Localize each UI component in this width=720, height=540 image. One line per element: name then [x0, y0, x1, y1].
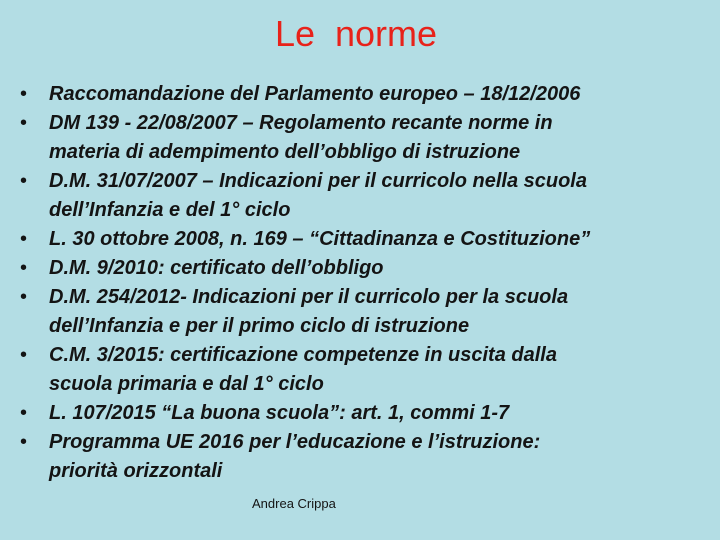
- bullet-item: [20, 254, 710, 283]
- bullet-text: D.M. 9/2010: certificato dell’obbligo: [49, 257, 384, 279]
- bullet-dot-icon: •: [20, 112, 28, 134]
- bullet-item: [20, 399, 710, 428]
- bullet-text: D.M. 31/07/2007 – Indicazioni per il curricolo nella scuola dell’Infanzia e del 1° ciclo: [49, 170, 587, 221]
- bullet-text: DM 139 - 22/08/2007 – Regolamento recante norme in materia di adempimento dell’obbligo di istruzione: [49, 112, 553, 163]
- bullet-text: C.M. 3/2015: certificazione competenze in uscita dalla scuola primaria e dal 1° ciclo: [49, 344, 557, 395]
- bullet-item: [20, 109, 710, 167]
- slide-title: Le norme: [274, 13, 438, 54]
- bullet-dot-icon: •: [20, 170, 28, 192]
- bullet-dot-icon: •: [20, 402, 28, 424]
- bullet-text: Raccomandazione del Parlamento europeo – 18/12/2006: [49, 83, 581, 105]
- bullet-text: L. 107/2015 “La buona scuola”: art. 1, commi 1-7: [49, 402, 510, 424]
- bullet-item: [20, 167, 710, 225]
- bullet-item: [20, 225, 710, 254]
- bullet-item: [20, 80, 710, 109]
- bullet-text: D.M. 254/2012- Indicazioni per il curricolo per la scuola dell’Infanzia e per il primo ciclo di istruzione: [49, 286, 569, 337]
- bullet-item: [20, 341, 710, 399]
- bullet-item: [20, 283, 710, 341]
- bullet-item: [20, 428, 710, 486]
- bullet-dot-icon: •: [20, 431, 28, 453]
- bullet-dot-icon: •: [20, 257, 28, 279]
- footer-author: Andrea Crippa: [252, 496, 336, 511]
- bullet-text: Programma UE 2016 per l’educazione e l’istruzione: priorità orizzontali: [49, 431, 541, 482]
- bullet-dot-icon: •: [20, 344, 28, 366]
- bullet-dot-icon: •: [20, 228, 28, 250]
- bullet-text: L. 30 ottobre 2008, n. 169 – “Cittadinanza e Costituzione”: [49, 228, 591, 250]
- bullet-dot-icon: •: [20, 286, 28, 308]
- bullet-dot-icon: •: [20, 83, 28, 105]
- bullet-list: [20, 80, 710, 486]
